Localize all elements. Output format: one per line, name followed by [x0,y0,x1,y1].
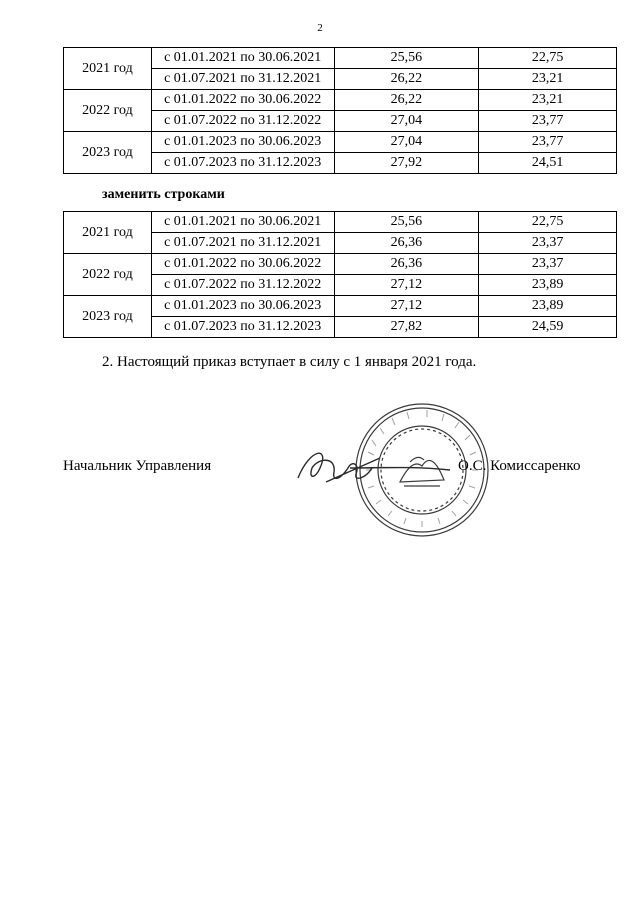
value-cell: 27,04 [334,111,479,132]
value-cell: 22,75 [479,212,617,233]
year-cell: 2021 год [64,212,152,254]
period-cell: с 01.01.2023 по 30.06.2023 [151,132,334,153]
value-cell: 26,36 [334,233,479,254]
value-cell: 26,36 [334,254,479,275]
value-cell: 23,21 [479,69,617,90]
page-number: 2 [317,22,323,34]
signatory-name: О.С. Комиссаренко [458,458,581,474]
year-cell: 2022 год [64,254,152,296]
value-cell: 24,51 [479,153,617,174]
period-cell: с 01.01.2023 по 30.06.2023 [151,296,334,317]
table-row [64,296,617,317]
period-cell: с 01.07.2023 по 31.12.2023 [151,317,334,338]
value-cell: 22,75 [479,48,617,69]
replace-instruction: заменить строками [102,187,225,202]
period-cell: с 01.01.2021 по 30.06.2021 [151,48,334,69]
value-cell: 23,77 [479,111,617,132]
period-cell: с 01.07.2022 по 31.12.2022 [151,111,334,132]
value-cell: 23,77 [479,132,617,153]
table-row [64,48,617,69]
value-cell: 23,37 [479,233,617,254]
year-cell: 2021 год [64,48,152,90]
clause-2-text: 2. Настоящий приказ вступает в силу с 1 января 2021 года. [102,354,477,370]
table-row [64,212,617,233]
tariff-table-old [63,47,617,174]
tariff-table-new [63,211,617,338]
table-row [64,90,617,111]
year-cell: 2023 год [64,132,152,174]
signatory-title: Начальник Управления [63,458,212,474]
period-cell: с 01.07.2022 по 31.12.2022 [151,275,334,296]
value-cell: 23,21 [479,90,617,111]
value-cell: 24,59 [479,317,617,338]
value-cell: 27,82 [334,317,479,338]
period-cell: с 01.01.2022 по 30.06.2022 [151,254,334,275]
period-cell: с 01.07.2023 по 31.12.2023 [151,153,334,174]
value-cell: 23,37 [479,254,617,275]
value-cell: 27,12 [334,275,479,296]
value-cell: 23,89 [479,275,617,296]
value-cell: 25,56 [334,212,479,233]
value-cell: 27,92 [334,153,479,174]
period-cell: с 01.01.2021 по 30.06.2021 [151,212,334,233]
value-cell: 26,22 [334,90,479,111]
period-cell: с 01.07.2021 по 31.12.2021 [151,233,334,254]
value-cell: 27,12 [334,296,479,317]
handwritten-signature [290,438,460,498]
year-cell: 2022 год [64,90,152,132]
value-cell: 23,89 [479,296,617,317]
value-cell: 25,56 [334,48,479,69]
year-cell: 2023 год [64,296,152,338]
period-cell: с 01.01.2022 по 30.06.2022 [151,90,334,111]
value-cell: 26,22 [334,69,479,90]
period-cell: с 01.07.2021 по 31.12.2021 [151,69,334,90]
table-row [64,132,617,153]
table-row [64,254,617,275]
value-cell: 27,04 [334,132,479,153]
